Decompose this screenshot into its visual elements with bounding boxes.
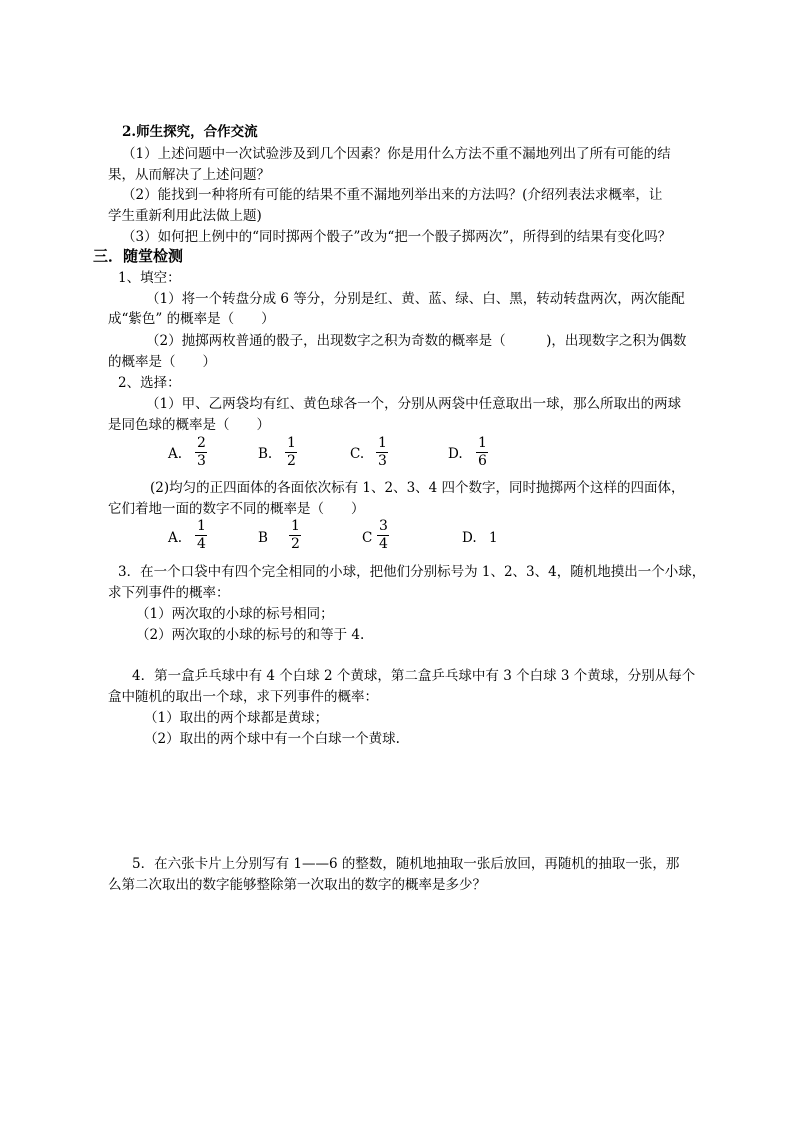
c2-option-b-fraction <box>289 519 302 552</box>
q3-sub1: （1）两次取的小球的标号相同； <box>136 606 334 622</box>
c2-option-c-letter: C <box>362 530 373 546</box>
fill-p1-line1: （1）将一个转盘分成 6 等分，分别是红、黄、蓝、绿、白、黑，转动转盘两次，两次能配 <box>146 291 685 307</box>
c2-option-d-letter: D. <box>462 530 477 546</box>
c1-option-a-num: 2 <box>197 435 206 451</box>
c1-option-b-den: 2 <box>287 453 296 469</box>
sec2-q1-line1: （1）上述问题中一次试验涉及到几个因素？你是用什么方法不重不漏地列出了所有可能的结 <box>122 146 671 162</box>
c1-option-d-num: 1 <box>478 435 487 451</box>
choice-c1-line1: （1）甲、乙两袋均有红、黄色球各一个，分别从两袋中任意取出一球，那么所取出的两球 <box>146 396 682 412</box>
fill-p1-line2: 成“紫色” 的概率是（ ） <box>108 311 275 327</box>
c1-option-b-letter: B. <box>258 446 273 462</box>
c2-option-c-fraction <box>377 519 390 552</box>
c1-option-a-letter: A. <box>168 446 183 462</box>
choice-label: 2、选择： <box>118 375 181 391</box>
sec2-q1-line2: 果，从而解决了上述问题？ <box>108 167 270 183</box>
sec2-q2-line1: （2）能找到一种将所有可能的结果不重不漏地列举出来的方法吗？(介绍列表法求概率，让 <box>122 187 663 203</box>
c1-option-c-den: 3 <box>378 453 387 469</box>
c2-option-a-letter: A. <box>168 530 183 546</box>
c1-option-d-fraction <box>476 436 489 469</box>
c1-option-b-fraction <box>285 436 298 469</box>
c2-option-a-fraction <box>195 519 208 552</box>
c2-option-d-value: 1 <box>489 530 498 546</box>
c1-option-c-fraction <box>376 436 389 469</box>
c2-option-a-num: 1 <box>197 518 206 534</box>
section-3-title: 三．随堂检测 <box>93 247 184 265</box>
c1-option-b-num: 1 <box>287 435 296 451</box>
c2-option-c-num: 3 <box>379 518 388 534</box>
c2-option-a-den: 4 <box>197 536 206 552</box>
section-2-title: 2.师生探究，合作交流 <box>122 124 258 140</box>
choice-c2-line2: 它们着地一面的数字不同的概率是（ ） <box>108 501 365 517</box>
c1-option-c-letter: C. <box>350 446 365 462</box>
q3-line2: 求下列事件的概率： <box>108 585 230 601</box>
fill-p2-line1: （2）抛掷两枚普通的骰子，出现数字之积为奇数的概率是（ )，出现数字之积为偶数 <box>146 333 687 349</box>
c2-option-c-den: 4 <box>379 536 388 552</box>
choice-c1-line2: 是同色球的概率是（ ） <box>108 417 270 433</box>
c1-option-d-den: 6 <box>478 453 487 469</box>
c1-option-a-den: 3 <box>197 453 206 469</box>
choice-c2-line1: (2)均匀的正四面体的各面依次标有 1、2、3、4 四个数字，同时抛掷两个这样的四面体， <box>150 480 685 496</box>
q4-line1: 4．第一盒乒乓球中有 4 个白球 2 个黄球，第二盒乒乓球中有 3 个白球 3 个黄球，分别从每个 <box>132 668 696 684</box>
q4-sub2: （2）取出的两个球中有一个白球一个黄球. <box>144 731 400 747</box>
sec2-q2-line2: 学生重新利用此法做上题) <box>108 208 262 224</box>
c1-option-c-num: 1 <box>378 435 387 451</box>
fill-label: 1、填空： <box>118 270 181 286</box>
c1-option-a-fraction <box>195 436 208 469</box>
q4-line2: 盒中随机的取出一个球，求下列事件的概率： <box>108 689 378 705</box>
q5-line1: 5．在六张卡片上分别写有 1——6 的整数，随机地抽取一张后放回，再随机的抽取一张，那 <box>132 856 680 872</box>
c2-option-b-num: 1 <box>291 518 300 534</box>
sec2-q3: （3）如何把上例中的“同时掷两个骰子”改为“把一个骰子掷两次”，所得到的结果有变化吗？ <box>122 229 672 245</box>
q3-sub2: （2）两次取的小球的标号的和等于 4. <box>136 627 365 643</box>
c1-option-d-letter: D. <box>448 446 463 462</box>
q3-line1: 3．在一个口袋中有四个完全相同的小球，把他们分别标号为 1、2、3、4，随机地摸出一个小球， <box>118 564 706 580</box>
fill-p2-line2: 的概率是（ ） <box>108 354 216 370</box>
q5-line2: 么第二次取出的数字能够整除第一次取出的数字的概率是多少？ <box>108 877 486 893</box>
c2-option-b-letter: B <box>258 530 268 546</box>
q4-sub1: （1）取出的两个球都是黄球； <box>144 710 329 726</box>
c2-option-b-den: 2 <box>291 536 300 552</box>
